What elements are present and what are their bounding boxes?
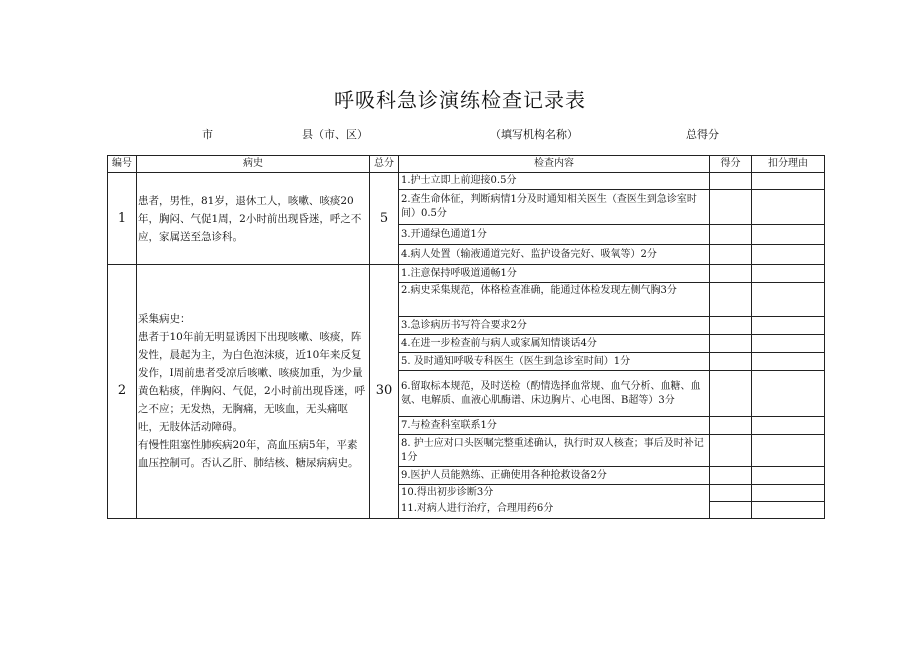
deduction-reason-cell[interactable] xyxy=(752,335,825,353)
deduction-reason-cell[interactable] xyxy=(752,501,825,518)
deduction-reason-cell[interactable] xyxy=(752,467,825,485)
check-item: 11.对病人进行治疗，合理用药6分 xyxy=(399,501,710,518)
score-cell[interactable] xyxy=(710,317,752,335)
org-label: （填写机构名称） xyxy=(490,128,578,141)
deduction-reason-cell[interactable] xyxy=(752,317,825,335)
check-item: 4.病人处置（输液通道完好、监护设备完好、吸氧等）2分 xyxy=(399,245,710,265)
deduction-reason-cell[interactable] xyxy=(752,353,825,371)
case-total-score: 30 xyxy=(370,265,399,519)
check-item: 5. 及时通知呼吸专科医生（医生到急诊室时间）1分 xyxy=(399,353,710,371)
deduction-reason-cell[interactable] xyxy=(752,371,825,417)
score-cell[interactable] xyxy=(710,190,752,225)
check-item: 1.注意保持呼吸道通畅1分 xyxy=(399,265,710,283)
check-item: 3.开通绿色通道1分 xyxy=(399,225,710,245)
col-header-content: 检查内容 xyxy=(399,156,710,173)
case-total-score: 5 xyxy=(370,173,399,265)
table-header-row xyxy=(108,156,825,173)
score-cell[interactable] xyxy=(710,371,752,417)
score-cell[interactable] xyxy=(710,225,752,245)
deduction-reason-cell[interactable] xyxy=(752,435,825,467)
deduction-reason-cell[interactable] xyxy=(752,265,825,283)
city-label: 市 xyxy=(202,128,213,141)
check-item: 7.与检查科室联系1分 xyxy=(399,417,710,435)
case-history xyxy=(137,265,370,519)
check-item: 4.在进一步检查前与病人或家属知情谈话4分 xyxy=(399,335,710,353)
score-cell[interactable] xyxy=(710,501,752,518)
page-title: 呼吸科急诊演练检查记录表 xyxy=(334,88,586,112)
check-item: 6.留取标本规范，及时送检（酌情选择血常规、血气分析、血糖、血氨、电解质、血液心肌酶谱、床边胸片、心电图、B超等）3分 xyxy=(399,371,710,417)
case-history xyxy=(137,173,370,265)
score-cell[interactable] xyxy=(710,173,752,190)
check-item: 9.医护人员能熟练、正确使用各种抢救设备2分 xyxy=(399,467,710,485)
history-paragraph: 患者于10年前无明显诱因下出现咳嗽、咳痰，阵发性，晨起为主，为白色泡沫痰，近10年来反复发作，I周前患者受凉后咳嗽、咳痰加重，为少量黄色粘痰，伴胸闷、气促，2小时前出现昏迷，呼之不应；无发热，无胸痛，无咳血，无头痛呕吐，无肢体活动障碍。 xyxy=(138,331,366,434)
inspection-table xyxy=(107,155,825,519)
score-cell[interactable] xyxy=(710,417,752,435)
check-item: 3.急诊病历书写符合要求2分 xyxy=(399,317,710,335)
check-item: 10.得出初步诊断3分 xyxy=(399,485,710,502)
deduction-reason-cell[interactable] xyxy=(752,485,825,502)
history-paragraph: 患者，男性，81岁，退休工人，咳嗽、咳痰20年，胸闷、气促1周，2小时前出现昏迷，呼之不应，家属送至急诊科。 xyxy=(138,194,362,243)
score-cell[interactable] xyxy=(710,467,752,485)
col-header-score: 得分 xyxy=(710,156,752,173)
check-item: 1.护士立即上前迎接0.5分 xyxy=(399,173,710,190)
deduction-reason-cell[interactable] xyxy=(752,417,825,435)
deduction-reason-cell[interactable] xyxy=(752,190,825,225)
county-label: 县（市、区） xyxy=(302,128,368,141)
case-number: 2 xyxy=(108,265,137,519)
history-paragraph: 采集病史： xyxy=(138,313,191,326)
col-header-deduction-reason: 扣分理由 xyxy=(752,156,825,173)
table-row xyxy=(108,173,825,190)
score-cell[interactable] xyxy=(710,335,752,353)
history-paragraph: 有慢性阻塞性肺疾病20年，高血压病5年，平素血压控制可。否认乙肝、肺结核、糖尿病病史。 xyxy=(138,439,359,470)
case-number: 1 xyxy=(108,173,137,265)
table-row xyxy=(108,265,825,283)
deduction-reason-cell[interactable] xyxy=(752,245,825,265)
col-header-total: 总分 xyxy=(370,156,399,173)
col-header-number: 编号 xyxy=(108,156,137,173)
check-item: 8. 护士应对口头医嘱完整重述确认，执行时双人核查；事后及时补记1分 xyxy=(399,435,710,467)
score-cell[interactable] xyxy=(710,435,752,467)
score-cell[interactable] xyxy=(710,353,752,371)
score-cell[interactable] xyxy=(710,265,752,283)
score-cell[interactable] xyxy=(710,245,752,265)
deduction-reason-cell[interactable] xyxy=(752,225,825,245)
total-score-label: 总得分 xyxy=(686,128,719,141)
check-item: 2.查生命体征，判断病情1分及时通知相关医生（查医生到急诊室时间）0.5分 xyxy=(399,190,710,225)
deduction-reason-cell[interactable] xyxy=(752,173,825,190)
check-item: 2.病史采集规范，体格检查准确，能通过体检发现左侧气胸3分 xyxy=(399,283,710,317)
deduction-reason-cell[interactable] xyxy=(752,283,825,317)
col-header-history: 病史 xyxy=(137,156,370,173)
score-cell[interactable] xyxy=(710,485,752,502)
score-cell[interactable] xyxy=(710,283,752,317)
